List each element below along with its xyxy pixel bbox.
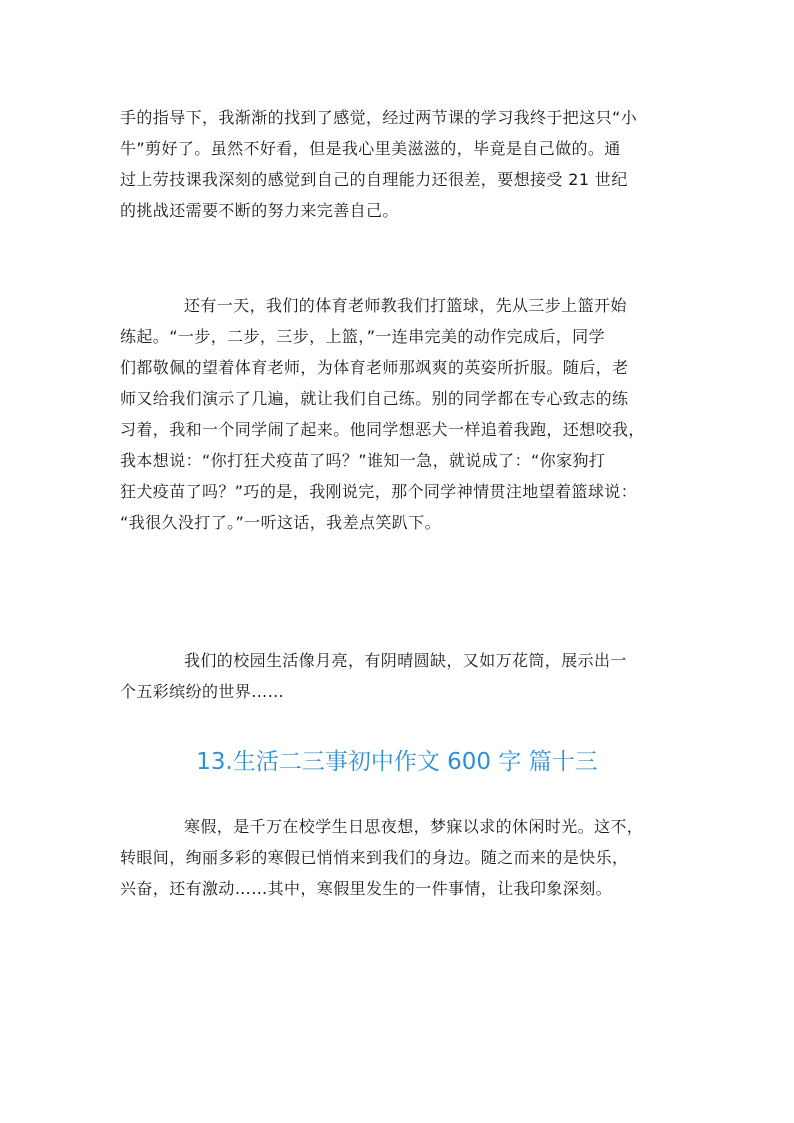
paragraph-4	[120, 811, 676, 904]
paragraph-line: 转眼间，绚丽多彩的寒假已悄悄来到我们的身边。随之而来的是快乐，	[120, 848, 629, 867]
paragraph-2	[120, 290, 676, 538]
paragraph-line: 习着，我和一个同学闹了起来。他同学想恶犬一样追着我跑，还想咬我，	[120, 420, 645, 439]
paragraph-line: 寒假，是千万在校学生日思夜想，梦寐以求的休闲时光。这不，	[184, 817, 644, 836]
paragraph-line: 过上劳技课我深刻的感觉到自己的自理能力还很差，要想接受 21 世纪	[120, 170, 628, 189]
paragraph-3	[120, 645, 676, 707]
paragraph-line: 练起。“一步，二步，三步，上篮，”一连串完美的动作完成后，同学	[120, 327, 605, 346]
paragraph-1	[120, 102, 676, 226]
paragraph-line: 手的指导下，我渐渐的找到了感觉，经过两节课的学习我终于把这只“小	[120, 108, 638, 127]
paragraph-line: 个五彩缤纷的世界……	[120, 682, 285, 701]
paragraph-line: 牛”剪好了。虽然不好看，但是我心里美滋滋的，毕竟是自己做的。通	[120, 139, 621, 158]
paragraph-line: 师又给我们演示了几遍，就让我们自己练。别的同学都在专心致志的练	[120, 389, 629, 408]
paragraph-line: 的挑战还需要不断的努力来完善自己。	[120, 201, 399, 220]
paragraph-line: 兴奋，还有激动……其中，寒假里发生的一件事情，让我印象深刻。	[120, 879, 613, 898]
paragraph-line: 狂犬疫苗了吗？”巧的是，我刚说完，那个同学神情贯注地望着篮球说：	[120, 482, 638, 501]
paragraph-line: 还有一天，我们的体育老师教我们打篮球，先从三步上篮开始	[184, 296, 627, 315]
paragraph-line: “我很久没打了。”一听这话，我差点笑趴下。	[120, 513, 441, 532]
paragraph-line: 们都敬佩的望着体育老师，为体育老师那飒爽的英姿所折服。随后，老	[120, 358, 629, 377]
paragraph-line: 我本想说：“你打狂犬疫苗了吗？”谁知一急，就说成了：“你家狗打	[120, 451, 606, 470]
section-heading: 13.生活二三事初中作文 600 字 篇十三	[196, 749, 598, 775]
paragraph-line: 我们的校园生活像月亮，有阴晴圆缺，又如万花筒，展示出一	[184, 651, 627, 670]
